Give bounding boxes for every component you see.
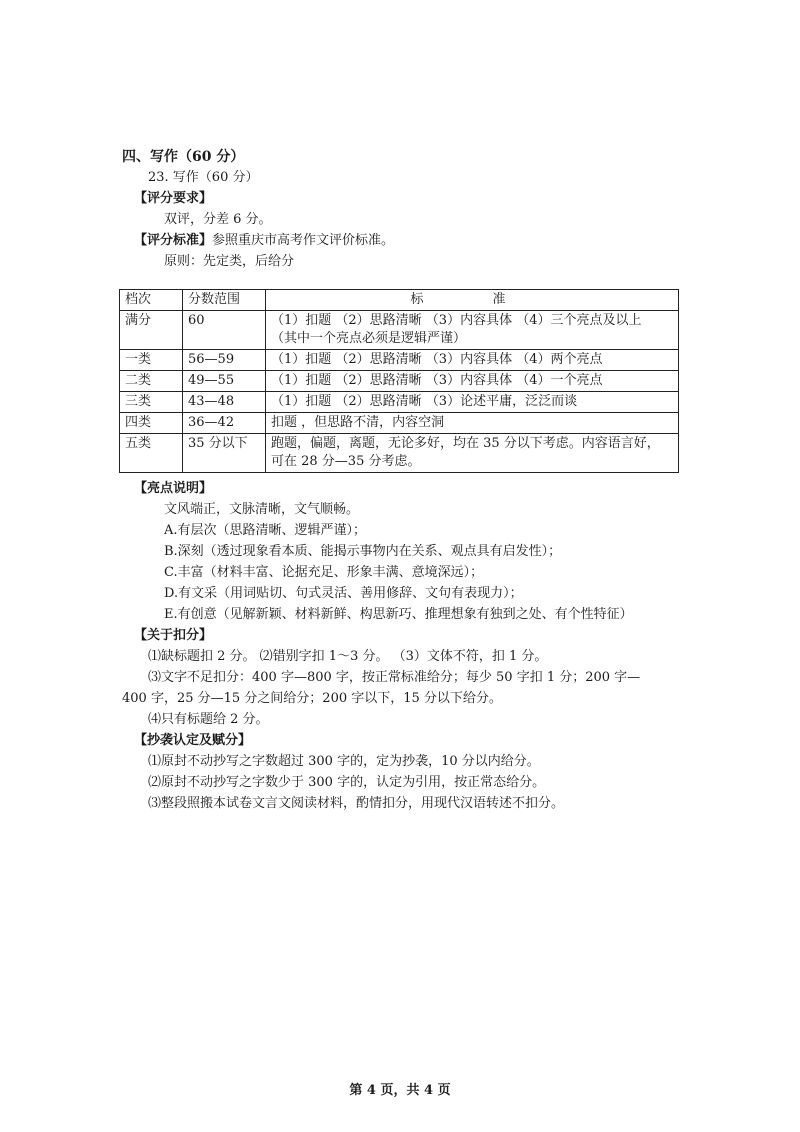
table-row <box>120 413 679 434</box>
row-standard-line: （其中一个亮点必须是逻辑严谨） <box>271 331 467 346</box>
page-footer: 第 4 页，共 4 页 <box>349 1083 451 1098</box>
scoring-standard-text: 参照重庆市高考作文评价标准。 <box>212 233 395 248</box>
row-standard <box>266 311 679 350</box>
grading-table <box>119 289 679 473</box>
highlights-heading: 【亮点说明】 <box>134 481 213 496</box>
plagiarism-heading: 【抄袭认定及赋分】 <box>134 733 252 748</box>
row-range: 56—59 <box>183 350 266 371</box>
row-standard: （1）扣题 （2）思路清晰 （3）内容具体 （4）两个亮点 <box>266 350 679 371</box>
header-grade: 档次 <box>120 290 183 311</box>
row-grade: 满分 <box>120 311 183 350</box>
table-row <box>120 350 679 371</box>
row-grade: 二类 <box>120 371 183 392</box>
row-grade: 一类 <box>120 350 183 371</box>
scoring-requirement-heading: 【评分要求】 <box>134 191 213 206</box>
row-grade: 四类 <box>120 413 183 434</box>
deduction-heading: 【关于扣分】 <box>134 628 213 643</box>
table-row <box>120 311 679 350</box>
scoring-requirement-text: 双评，分差 6 分。 <box>164 212 272 227</box>
row-standard-line: 跑题，偏题，离题，无论多好，均在 35 分以下考虑。内容语言好， <box>271 436 660 451</box>
row-standard: 扣题 ，但思路不清，内容空洞 <box>266 413 679 434</box>
row-standard-line: （1）扣题 （2）思路清晰 （3）内容具体 （4）三个亮点及以上 <box>271 313 642 328</box>
row-grade: 五类 <box>120 434 183 473</box>
row-range: 36—42 <box>183 413 266 434</box>
list-item: B.深刻（透过现象看本质、能揭示事物内在关系、观点具有启发性）； <box>164 544 562 559</box>
row-standard: （1）扣题 （2）思路清晰 （3）内容具体 （4）一个亮点 <box>266 371 679 392</box>
row-range: 60 <box>183 311 266 350</box>
scoring-principle: 原则：先定类，后给分 <box>164 254 295 269</box>
list-item: A.有层次（思路清晰、逻辑严谨）； <box>164 523 367 538</box>
row-standard <box>266 434 679 473</box>
row-standard-line: 可在 28 分—35 分考虑。 <box>271 454 421 469</box>
highlights-intro: 文风端正，文脉清晰，文气顺畅。 <box>164 502 360 517</box>
list-item: ⑶整段照搬本试卷文言文阅读材料，酌情扣分，用现代汉语转述不扣分。 <box>148 796 565 811</box>
header-standard: 标 准 <box>266 290 679 311</box>
deduction-line-3: 400 字，25 分—15 分之间给分；200 字以下，15 分以下给分。 <box>122 691 502 706</box>
deduction-line-4: ⑷只有标题给 2 分。 <box>148 712 269 727</box>
scoring-standard-heading: 【评分标准】 <box>134 233 213 248</box>
table-row <box>120 434 679 473</box>
list-item: ⑴原封不动抄写之字数超过 300 字的，定为抄袭，10 分以内给分。 <box>148 754 540 769</box>
deduction-line-2: ⑶文字不足扣分：400 字—800 字，按正常标准给分；每少 50 字扣 1 分；200 字— <box>148 670 641 685</box>
deduction-line-1: ⑴缺标题扣 2 分。 ⑵错别字扣 1～3 分。 （3）文体不符，扣 1 分。 <box>148 649 548 664</box>
row-grade: 三类 <box>120 392 183 413</box>
list-item: D.有文采（用词贴切、句式灵活、善用修辞、文句有表现力）； <box>164 586 523 601</box>
list-item: C.丰富（材料丰富、论据充足、形象丰满、意境深远）； <box>164 565 484 580</box>
scoring-standard-line <box>134 232 394 250</box>
section-title: 四、写作（60 分） <box>122 149 245 165</box>
row-range: 43—48 <box>183 392 266 413</box>
row-standard: （1）扣题 （2）思路清晰 （3）论述平庸，泛泛而谈 <box>266 392 679 413</box>
header-range: 分数范围 <box>183 290 266 311</box>
row-range: 49—55 <box>183 371 266 392</box>
question-label: 23. 写作（60 分） <box>148 170 259 185</box>
row-range: 35 分以下 <box>183 434 266 473</box>
table-header-row <box>120 290 679 311</box>
table-row <box>120 371 679 392</box>
table-row <box>120 392 679 413</box>
list-item: ⑵原封不动抄写之字数少于 300 字的，认定为引用，按正常态给分。 <box>148 775 546 790</box>
list-item: E.有创意（见解新颖、材料新鲜、构思新巧、推理想象有独到之处、有个性特征） <box>164 607 633 622</box>
